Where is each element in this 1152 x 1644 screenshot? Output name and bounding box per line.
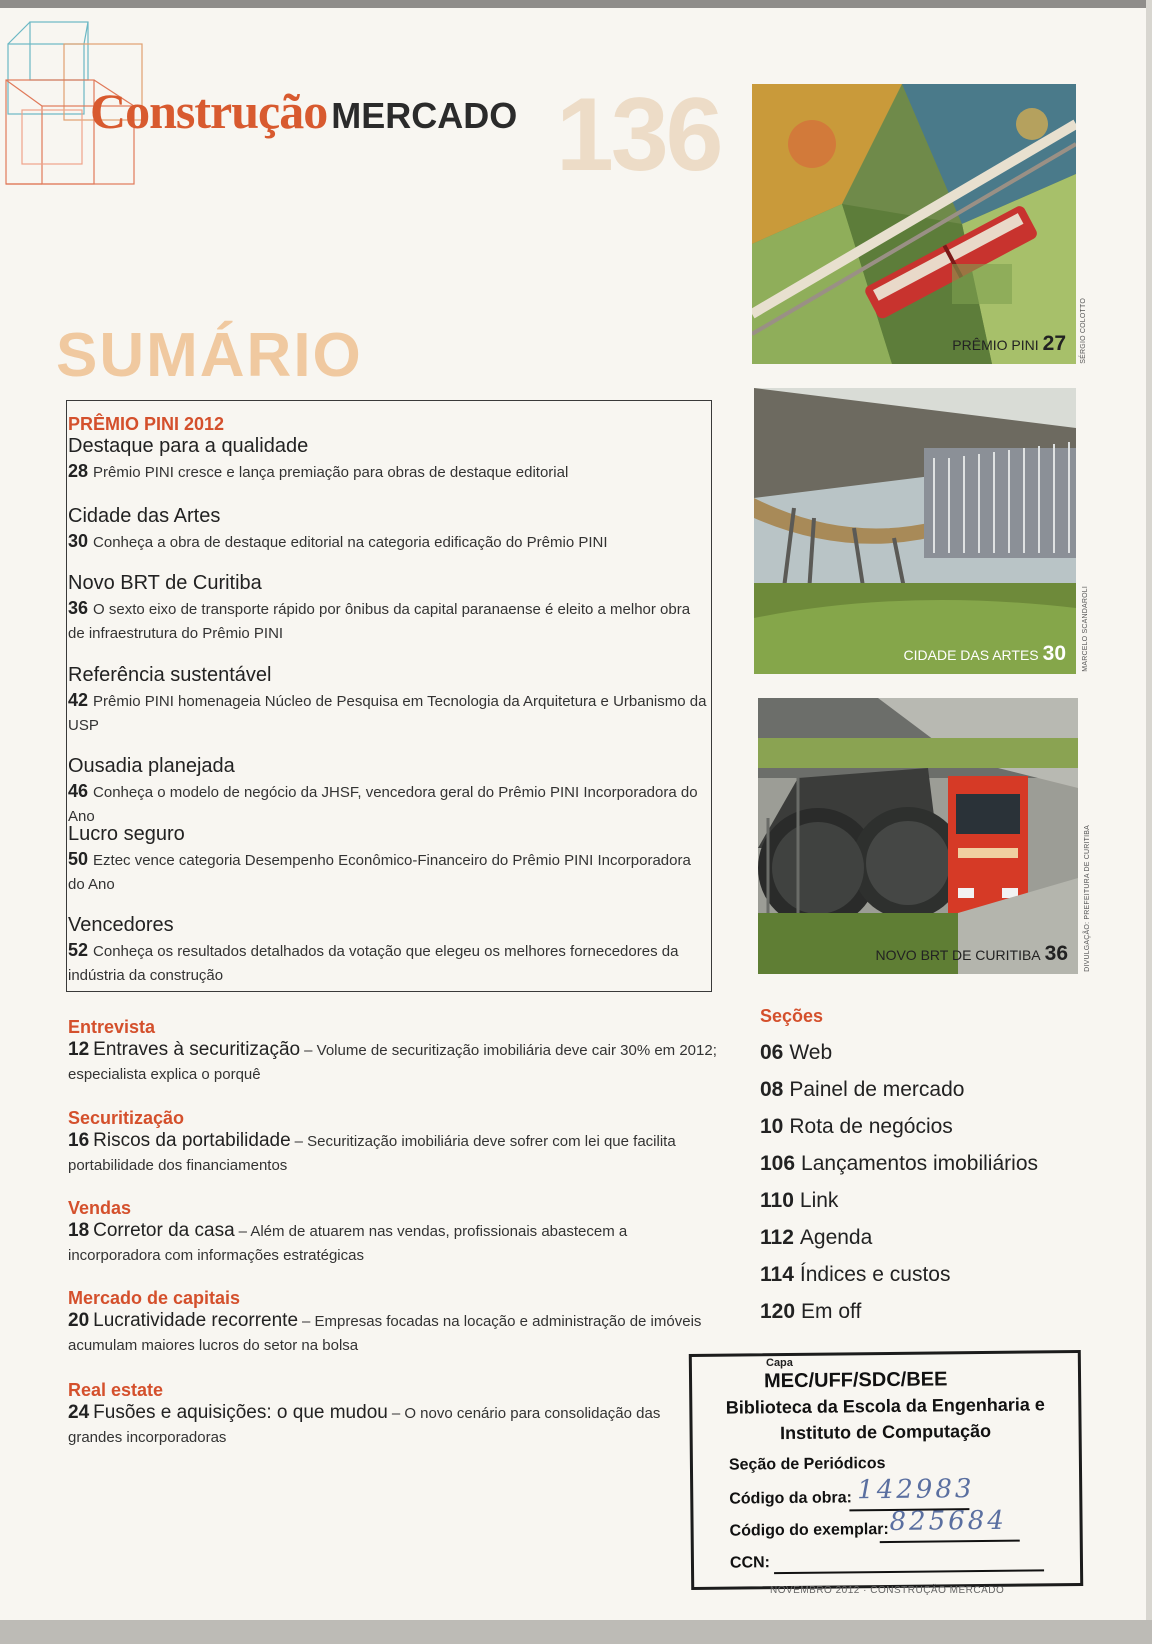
secao-page: 110 (760, 1189, 794, 1212)
cidade-das-artes-photo (754, 388, 1076, 674)
stamp-ccn-label: CCN: (729, 1554, 771, 1572)
stamp-ccn-line (774, 1569, 1044, 1574)
secao-page: 106 (760, 1152, 796, 1175)
stamp-obra-label: Código da obra: (729, 1489, 853, 1508)
article-category: Real estate (68, 1380, 164, 1400)
article-page: 20 (68, 1310, 90, 1331)
secao-label: Em off (801, 1300, 862, 1323)
photo-credit: MARCELO SCANDAROLI (1082, 586, 1089, 672)
article-headline: Riscos da portabilidade (93, 1130, 291, 1151)
entry-desc: O sexto eixo de transporte rápido por ônibus da capital paranaense é eleito a melhor obra de infraestrutura do Prêmio PINI (68, 601, 691, 642)
secao-page: 08 (760, 1078, 784, 1101)
caption-text: CIDADE DAS ARTES (903, 647, 1039, 663)
library-stamp (689, 1350, 1083, 1590)
stamp-obra-value: 142983 (857, 1474, 975, 1506)
stamp-line3: Instituto de Computação (780, 1420, 992, 1444)
feature-entry[interactable] (68, 822, 708, 897)
entry-page: 30 (68, 531, 89, 551)
photo-credit: SÉRGIO COLOTTO (1080, 298, 1087, 364)
masthead (90, 82, 517, 140)
secao-label: Rota de negócios (789, 1115, 953, 1138)
article-page: 18 (68, 1220, 90, 1241)
entry-desc: Conheça o modelo de negócio da JHSF, vencedora geral do Prêmio PINI Incorporadora do Ano (68, 784, 698, 825)
stamp-section: Seção de Periódicos (728, 1455, 886, 1474)
secao-item[interactable] (760, 1186, 1038, 1223)
scan-edge-bottom (0, 1620, 1152, 1644)
section-article[interactable] (68, 1379, 718, 1450)
stamp-line1: MEC/UFF/SDC/BEE (763, 1368, 948, 1393)
article-desc: – Securitização imobiliária deve sofrer com lei que facilita portabilidade dos financiamentos (68, 1133, 676, 1174)
caption-text: PRÊMIO PINI (952, 337, 1039, 353)
secao-item[interactable] (760, 1075, 1038, 1112)
section-article[interactable] (68, 1287, 718, 1358)
entry-page: 50 (68, 849, 89, 869)
stamp-line2: Biblioteca da Escola da Engenharia e (725, 1394, 1045, 1418)
stamp-exemplar-line (880, 1540, 1020, 1543)
issue-number: 136 (556, 77, 721, 193)
entry-desc: Prêmio PINI cresce e lança premiação para obras de destaque editorial (93, 464, 569, 481)
photo-novo-brt[interactable] (758, 698, 1078, 974)
photo-caption (875, 942, 1068, 966)
novo-brt-photo (758, 698, 1078, 974)
premio-pini-illustration (752, 84, 1076, 364)
feature-box-heading: PRÊMIO PINI 2012 (68, 414, 225, 434)
secao-item[interactable] (760, 1260, 1038, 1297)
secao-label: Web (789, 1041, 833, 1064)
secao-page: 120 (760, 1300, 796, 1323)
article-category: Entrevista (68, 1017, 156, 1037)
article-desc: – O novo cenário para consolidação das grandes incorporadoras (68, 1405, 661, 1446)
secao-label: Link (799, 1189, 839, 1212)
secao-page: 114 (760, 1263, 794, 1286)
entry-title: Ousadia planejada (68, 755, 235, 777)
feature-entry[interactable] (68, 663, 708, 738)
article-category: Mercado de capitais (68, 1288, 241, 1308)
stamp-exemplar-label: Código do exemplar: (729, 1520, 889, 1540)
entry-page: 28 (68, 461, 89, 481)
stamp-exemplar-value: 825684 (889, 1505, 1007, 1537)
secao-page: 10 (760, 1115, 784, 1138)
article-page: 12 (68, 1039, 90, 1060)
article-category: Vendas (68, 1198, 132, 1218)
entry-page: 46 (68, 781, 89, 801)
article-category: Securitização (68, 1108, 185, 1128)
photo-caption (904, 642, 1066, 666)
photo-caption (952, 332, 1066, 356)
article-headline: Entraves à securitização (93, 1039, 301, 1060)
entry-title: Novo BRT de Curitiba (68, 572, 262, 594)
secao-label: Painel de mercado (789, 1078, 965, 1101)
article-page: 16 (68, 1130, 90, 1151)
entry-desc: Conheça a obra de destaque editorial na categoria edificação do Prêmio PINI (93, 534, 608, 551)
entry-desc: Conheça os resultados detalhados da votação que elegeu os melhores fornecedores da indústria da construção (68, 943, 679, 984)
feature-entry[interactable] (68, 504, 708, 555)
entry-title: Destaque para a qualidade (68, 435, 309, 457)
section-article[interactable] (68, 1197, 718, 1268)
secao-item[interactable] (760, 1038, 1038, 1075)
article-page: 24 (68, 1402, 90, 1423)
scan-edge-top (0, 0, 1152, 8)
feature-entry[interactable] (68, 434, 708, 485)
secao-item[interactable] (760, 1297, 1038, 1334)
entry-desc: Prêmio PINI homenageia Núcleo de Pesquisa em Tecnologia da Arquitetura e Urbanismo da USP (68, 693, 707, 734)
caption-page: 36 (1044, 942, 1068, 965)
entry-title: Referência sustentável (68, 664, 272, 686)
article-desc: – Além de atuarem nas vendas, profissionais abastecem a incorporadora com informações estratégicas (68, 1223, 628, 1264)
section-article[interactable] (68, 1016, 718, 1087)
secao-item[interactable] (760, 1149, 1038, 1186)
entry-page: 36 (68, 598, 89, 618)
secoes-list (760, 1038, 1038, 1334)
caption-page: 27 (1042, 332, 1066, 355)
caption-text: NOVO BRT DE CURITIBA (875, 947, 1041, 963)
photo-premio-pini[interactable] (752, 84, 1076, 364)
entry-page: 42 (68, 690, 89, 710)
capa-label: Capa (766, 1357, 793, 1369)
section-article[interactable] (68, 1107, 718, 1178)
entry-title: Vencedores (68, 914, 174, 936)
article-headline: Corretor da casa (93, 1220, 235, 1241)
entry-page: 52 (68, 940, 89, 960)
secao-page: 112 (760, 1226, 794, 1249)
entry-desc: Eztec vence categoria Desempenho Econômico-Financeiro do Prêmio PINI Incorporadora do Ano (68, 852, 691, 893)
sumario-title: SUMÁRIO (56, 321, 363, 390)
secao-label: Agenda (799, 1226, 873, 1249)
article-desc: – Empresas focadas na locação e administração de imóveis acumulam maiores lucros do setor na bolsa (68, 1313, 702, 1354)
photo-cidade-das-artes[interactable] (754, 388, 1076, 674)
secao-page: 06 (760, 1041, 784, 1064)
page-footer: NOVEMBRO 2012 · CONSTRUÇÃO MERCADO (770, 1585, 1005, 1596)
entry-title: Cidade das Artes (68, 505, 221, 527)
scan-edge-right (1146, 0, 1152, 1644)
feature-entry[interactable] (68, 571, 708, 646)
secoes-heading: Seções (760, 1006, 824, 1026)
secao-item[interactable] (760, 1112, 1038, 1149)
brand-subtitle: MERCADO (331, 95, 518, 136)
entry-title: Lucro seguro (68, 823, 185, 845)
article-headline: Fusões e aquisições: o que mudou (93, 1402, 388, 1423)
secao-item[interactable] (760, 1223, 1038, 1260)
secao-label: Índices e custos (799, 1263, 951, 1286)
caption-page: 30 (1042, 642, 1066, 665)
stamp-institution (692, 1391, 1079, 1447)
article-desc: – Volume de securitização imobiliária deve cair 30% em 2012; especialista explica o porquê (68, 1042, 717, 1083)
article-headline: Lucratividade recorrente (93, 1310, 299, 1331)
feature-entry[interactable] (68, 913, 708, 988)
feature-entry[interactable] (68, 754, 708, 829)
photo-credit: DIVULGAÇÃO: PREFEITURA DE CURITIBA (1084, 825, 1091, 972)
brand-name: Construção (90, 83, 328, 139)
secao-label: Lançamentos imobiliários (801, 1152, 1038, 1175)
